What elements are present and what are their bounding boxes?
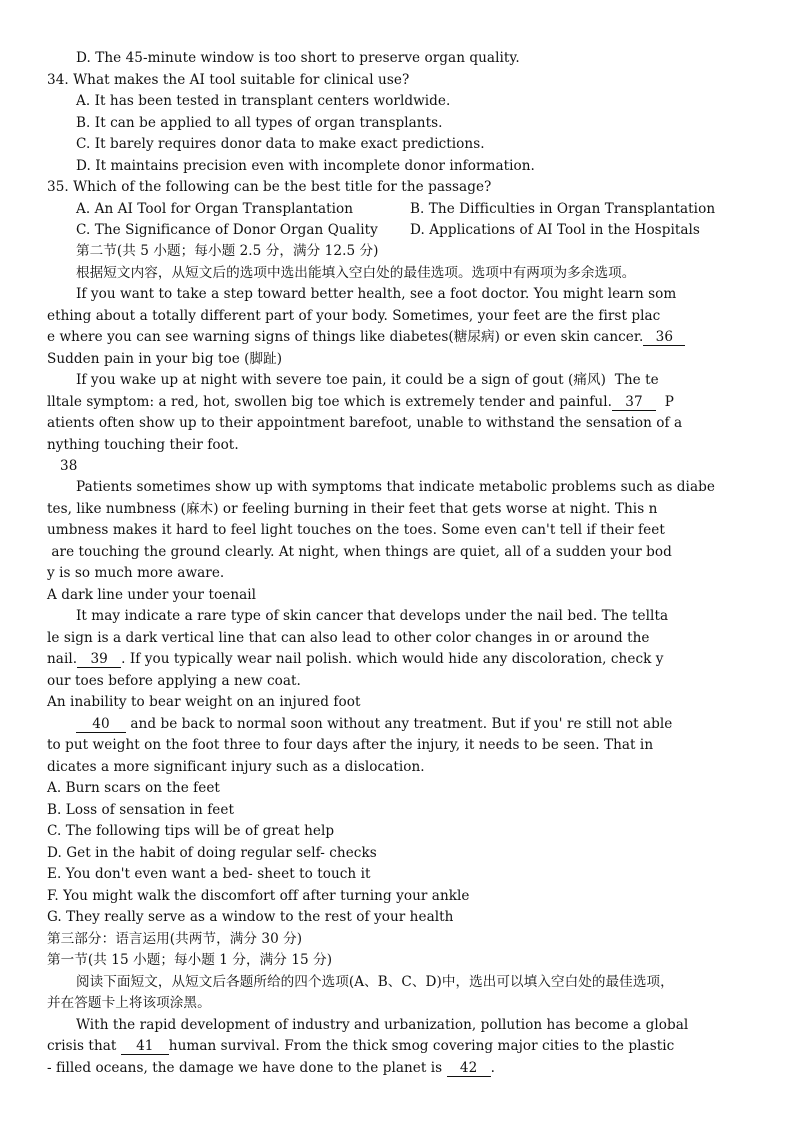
- subheading-38: 38: [60, 458, 78, 474]
- passage-text: .: [490, 1060, 495, 1076]
- blank-41: 41: [121, 1038, 169, 1055]
- passage-line: umbness makes it hard to feel light touches on the toes. Some even can't tell if their feet: [47, 522, 665, 538]
- subheading-toe-pain: Sudden pain in your big toe (脚趾): [47, 351, 283, 367]
- section2-heading: 第二节(共 5 小题；每小题 2.5 分，满分 12.5 分): [76, 243, 379, 259]
- passage-line: [47, 327, 685, 347]
- passage-line: le sign is a dark vertical line that can also lead to other color changes in or around the: [47, 630, 650, 646]
- choice-b: B. Loss of sensation in feet: [47, 802, 234, 818]
- passage-line: ething about a totally different part of your body. Sometimes, your feet are the first plac: [47, 308, 661, 324]
- subheading-injured-foot: An inability to bear weight on an injured foot: [47, 694, 361, 710]
- passage-text: - filled oceans, the damage we have done to the planet is: [47, 1060, 447, 1076]
- passage-line: [47, 392, 674, 412]
- passage-text: P: [664, 394, 674, 410]
- passage-line: [47, 649, 664, 669]
- choice-a: A. Burn scars on the feet: [47, 780, 220, 796]
- part3-instruction: 并在答题卡上将该项涂黑。: [47, 995, 211, 1011]
- passage-line: to put weight on the foot three to four days after the injury, it needs to be seen. That in: [47, 737, 654, 753]
- blank-36: 36: [643, 329, 685, 346]
- q35-option-c: C. The Significance of Donor Organ Quality: [76, 222, 378, 238]
- passage-line: It may indicate a rare type of skin cancer that develops under the nail bed. The tellta: [76, 608, 669, 624]
- passage-line: [47, 1058, 495, 1078]
- q35-option-b: B. The Difficulties in Organ Transplantation: [410, 201, 716, 217]
- choice-d: D. Get in the habit of doing regular self- checks: [47, 845, 377, 861]
- passage-line: [76, 714, 672, 734]
- q34-stem: 34. What makes the AI tool suitable for clinical use?: [47, 72, 410, 88]
- passage-line: If you want to take a step toward better health, see a foot doctor. You might learn som: [76, 286, 677, 302]
- passage-text: . If you typically wear nail polish. which would hide any discoloration, check y: [121, 651, 664, 667]
- passage-text: [656, 394, 665, 410]
- passage-text: lltale symptom: a red, hot, swollen big toe which is extremely tender and painful.: [47, 394, 612, 410]
- passage-line: dicates a more significant injury such as a dislocation.: [47, 759, 425, 775]
- passage-line: If you wake up at night with severe toe pain, it could be a sign of gout (痛风) The te: [76, 372, 659, 388]
- q34-option-a: A. It has been tested in transplant centers worldwide.: [76, 93, 451, 109]
- passage-text: human survival. From the thick smog covering major cities to the plastic: [168, 1038, 675, 1054]
- q34-option-d: D. It maintains precision even with incomplete donor information.: [76, 158, 535, 174]
- q35-stem: 35. Which of the following can be the best title for the passage?: [47, 179, 492, 195]
- passage-text: e where you can see warning signs of things like diabetes(糖尿病) or even skin cancer.: [47, 329, 644, 345]
- passage-line: [47, 1036, 674, 1056]
- passage-line: Patients sometimes show up with symptoms that indicate metabolic problems such as diabe: [76, 479, 715, 495]
- q35-option-a: A. An AI Tool for Organ Transplantation: [76, 201, 354, 217]
- q35-option-d: D. Applications of AI Tool in the Hospitals: [410, 222, 700, 238]
- section2-instruction: 根据短文内容，从短文后的选项中选出能填入空白处的最佳选项。选项中有两项为多余选项。: [76, 265, 636, 281]
- blank-39: 39: [77, 651, 121, 668]
- passage-line: are touching the ground clearly. At night, when things are quiet, all of a sudden your bod: [47, 544, 672, 560]
- q34-option-c: C. It barely requires donor data to make exact predictions.: [76, 136, 485, 152]
- passage-line: With the rapid development of industry and urbanization, pollution has become a global: [76, 1017, 689, 1033]
- passage-line: our toes before applying a new coat.: [47, 673, 301, 689]
- part3-heading: 第三部分：语言运用(共两节，满分 30 分): [47, 931, 303, 947]
- blank-40: 40: [76, 716, 126, 733]
- choice-f: F. You might walk the discomfort off after turning your ankle: [47, 888, 470, 904]
- part3-section1-heading: 第一节(共 15 小题；每小题 1 分，满分 15 分): [47, 952, 333, 968]
- passage-line: atients often show up to their appointment barefoot, unable to withstand the sensation of a: [47, 415, 683, 431]
- passage-line: nything touching their foot.: [47, 437, 239, 453]
- passage-text: and be back to normal soon without any treatment. But if you' re still not able: [126, 716, 673, 732]
- passage-line: tes, like numbness (麻木) or feeling burning in their feet that gets worse at night. This n: [47, 501, 658, 517]
- blank-42: 42: [447, 1060, 491, 1077]
- choice-g: G. They really serve as a window to the rest of your health: [47, 909, 454, 925]
- q34-option-b: B. It can be applied to all types of organ transplants.: [76, 115, 443, 131]
- choice-e: E. You don't even want a bed- sheet to touch it: [47, 866, 371, 882]
- passage-text: nail.: [47, 651, 78, 667]
- passage-text: crisis that: [47, 1038, 121, 1054]
- blank-37: 37: [612, 394, 656, 411]
- passage-line: y is so much more aware.: [47, 565, 225, 581]
- choice-c: C. The following tips will be of great help: [47, 823, 335, 839]
- part3-instruction: 阅读下面短文，从短文后各题所给的四个选项(A、B、C、D)中，选出可以填入空白处的最佳选项，: [76, 974, 674, 990]
- subheading-toenail: A dark line under your toenail: [47, 587, 257, 603]
- q33-option-d: D. The 45-minute window is too short to preserve organ quality.: [76, 50, 520, 66]
